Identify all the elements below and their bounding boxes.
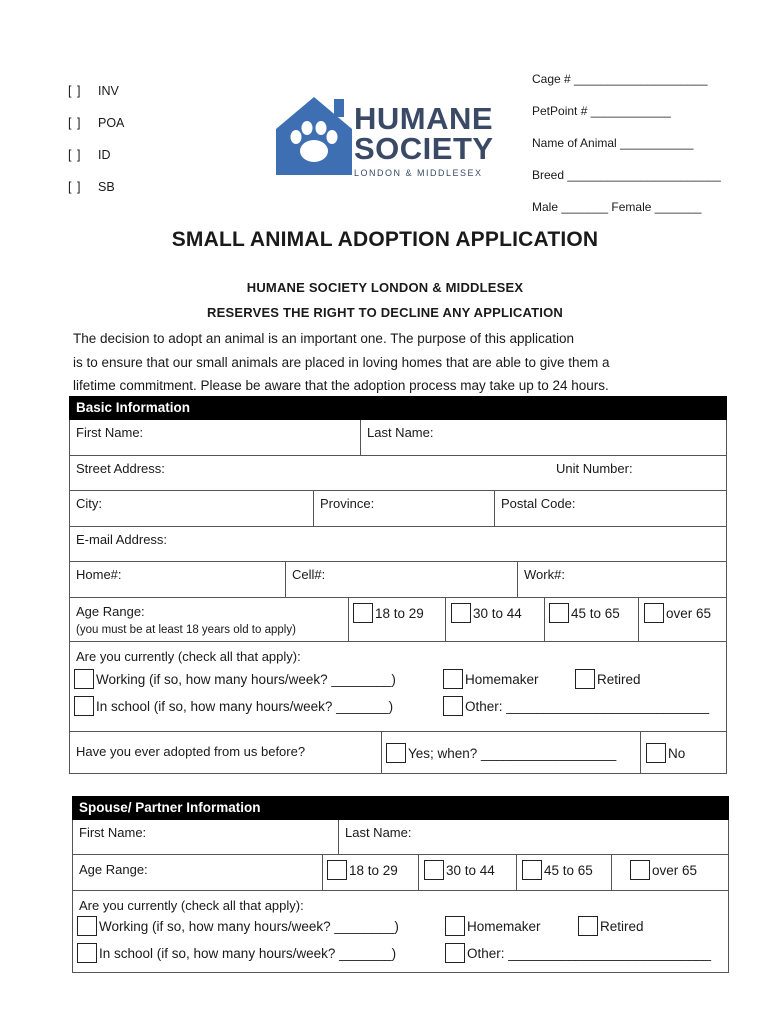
homemaker-option[interactable]: Homemaker [443,669,539,689]
checkbox[interactable] [445,943,465,963]
home-phone-field[interactable]: Home#: [76,567,122,582]
age-30-44-option[interactable]: 30 to 44 [451,603,522,623]
petpoint-field[interactable]: PetPoint # ____________ [532,104,671,118]
email-field[interactable]: E-mail Address: [76,532,168,547]
intro-paragraph: The decision to adopt an animal is an important one. The purpose of this application is to ensure that our small animals are placed in loving homes that are able to give them a lifetime commitment. Please be aware that the adoption process may take up to 24 hours. [73,331,610,393]
checkbox[interactable] [578,916,598,936]
checkbox[interactable] [424,860,444,880]
checkbox[interactable] [445,916,465,936]
page-title: SMALL ANIMAL ADOPTION APPLICATION [171,228,599,251]
age-45-65-option[interactable]: 45 to 65 [549,603,620,623]
section-header: Basic Information [69,396,727,420]
spouse-other-option[interactable]: Other: ___________________________ [445,943,711,963]
spouse-occupation-row [72,891,729,973]
checkbox[interactable] [327,860,347,880]
spouse-age-18-29-option[interactable]: 18 to 29 [327,860,398,880]
first-name-field[interactable]: First Name: [76,425,144,440]
spouse-age-row [72,855,729,891]
office-checklist [68,84,124,212]
cell-phone-field[interactable]: Cell#: [292,567,326,582]
section-header: Spouse/ Partner Information [72,796,729,820]
spouse-last-name-field[interactable]: Last Name: [345,825,412,840]
spouse-age-over-65-option[interactable]: over 65 [630,860,697,880]
subtitle-org: HUMANE SOCIETY LONDON & MIDDLESEX [246,280,524,295]
sex-field[interactable]: Male _______ Female _______ [532,200,702,214]
occupation-row [69,642,727,732]
retired-option[interactable]: Retired [575,669,641,689]
checkbox[interactable] [644,603,664,623]
logo-wordmark: HUMANE SOCIETY LONDON & MIDDLESEX [354,101,494,178]
spouse-working-option[interactable]: Working (if so, how many hours/week? ________) [77,916,399,936]
house-paw-icon [276,97,352,175]
checkbox[interactable] [74,696,94,716]
spouse-retired-option[interactable]: Retired [578,916,644,936]
spouse-currently-label: Are you currently (check all that apply): [79,898,304,913]
phone-row [69,562,727,598]
address-row [69,456,727,491]
spouse-homemaker-option[interactable]: Homemaker [445,916,541,936]
breed-field[interactable]: Breed _______________________ [532,168,721,182]
checkbox[interactable] [77,943,97,963]
spouse-school-option[interactable]: In school (if so, how many hours/week? _______) [77,943,396,963]
postal-code-field[interactable]: Postal Code: [501,496,576,511]
checklist-item-poa[interactable]: [ ] POA [68,116,125,130]
checkbox[interactable] [74,669,94,689]
province-field[interactable]: Province: [320,496,375,511]
checklist-item-id[interactable]: [ ] ID [68,148,111,162]
checkbox[interactable] [443,669,463,689]
working-option[interactable]: Working (if so, how many hours/week? ________) [74,669,396,689]
checkbox[interactable] [522,860,542,880]
checkbox[interactable] [386,743,406,763]
checkbox[interactable] [353,603,373,623]
city-row [69,491,727,527]
name-row [69,420,727,456]
spouse-age-range-label: Age Range: [79,862,148,877]
adopted-before-row [69,732,727,774]
city-field[interactable]: City: [76,496,102,511]
subtitle-disclaimer: RESERVES THE RIGHT TO DECLINE ANY APPLICATION [207,305,563,320]
age-over-65-option[interactable]: over 65 [644,603,711,623]
unit-number-field[interactable]: Unit Number: [556,461,633,476]
office-meta [532,72,721,232]
checkbox[interactable] [451,603,471,623]
spouse-age-45-65-option[interactable]: 45 to 65 [522,860,593,880]
other-option[interactable]: Other: ___________________________ [443,696,709,716]
spouse-first-name-field[interactable]: First Name: [79,825,147,840]
checkbox[interactable] [575,669,595,689]
age-18-29-option[interactable]: 18 to 29 [353,603,424,623]
last-name-field[interactable]: Last Name: [367,425,434,440]
school-option[interactable]: In school (if so, how many hours/week? _______) [74,696,393,716]
checklist-item-inv[interactable]: [ ] INV [68,84,119,98]
animal-name-field[interactable]: Name of Animal ___________ [532,136,694,150]
spouse-name-row [72,820,729,855]
basic-info-section [69,396,727,774]
cage-field[interactable]: Cage # ____________________ [532,72,708,86]
checkbox[interactable] [77,916,97,936]
email-row [69,527,727,562]
checkbox[interactable] [443,696,463,716]
age-range-row [69,598,727,642]
adopted-yes-option[interactable]: Yes; when? __________________ [386,743,616,763]
spouse-age-30-44-option[interactable]: 30 to 44 [424,860,495,880]
checkbox[interactable] [646,743,666,763]
currently-label: Are you currently (check all that apply): [76,649,301,664]
checklist-item-sb[interactable]: [ ] SB [68,180,115,194]
spouse-info-section [72,796,729,973]
adopted-before-label: Have you ever adopted from us before? [76,744,306,759]
street-address-field[interactable]: Street Address: [76,461,165,476]
age-range-label: Age Range: [76,604,145,619]
age-note: (you must be at least 18 years old to apply) [76,624,296,636]
work-phone-field[interactable]: Work#: [524,567,565,582]
checkbox[interactable] [630,860,650,880]
adopted-no-option[interactable]: No [646,743,685,763]
checkbox[interactable] [549,603,569,623]
